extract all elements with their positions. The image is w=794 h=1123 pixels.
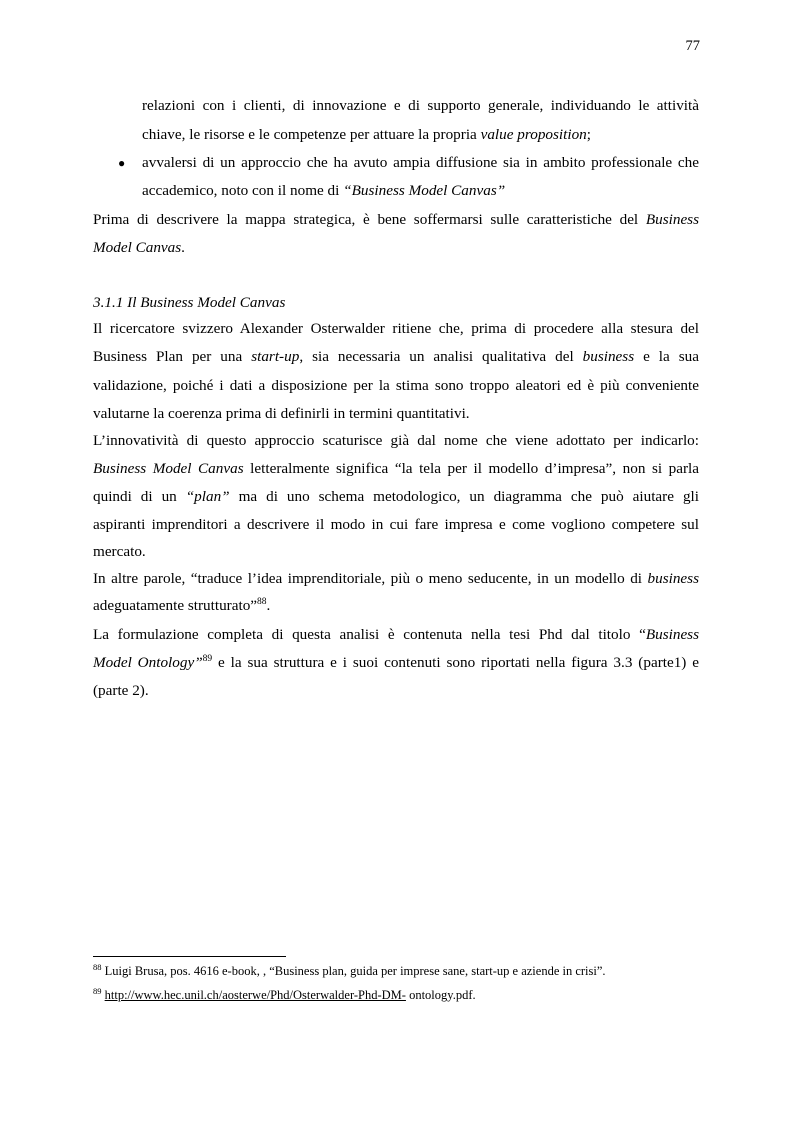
business-model-canvas-term: “Business Model Canvas” [343,182,506,199]
p1-line-3: validazione, poiché i dati a disposizione per la stima sono troppo aleatori ed è più conveniente [93,377,699,394]
p4-line-1: La formulazione completa di questa analisi è contenuta nella tesi Phd dal titolo “Business [93,626,699,643]
p4-line-3: (parte 2). [93,682,149,699]
p4-line-2: Model Ontology”$^{89}$ e la sua struttura e i suoi contenuti sono riportati nella figura 3.3 (parte1) e [93,654,699,671]
footnote-89: $^{89}$ http://www.hec.unil.ch/aosterwe/Phd/Osterwalder-Phd-DM- ontology.pdf. [93,986,476,1002]
intro-line-2: Model Canvas. [93,239,185,256]
p1-line-4: valutarne la coerenza prima di definirli in termini quantitativi. [93,405,470,422]
footnote-89-link[interactable]: http://www.hec.unil.ch/aosterwe/Phd/Osterwalder-Phd-DM- [104,988,406,1002]
intro-line-1: Prima di descrivere la mappa strategica, è bene soffermarsi sulle caratteristiche del Business [93,211,699,228]
footnote-divider [93,956,286,957]
p2-line-4: aspiranti imprenditori a descrivere il modo in cui fare impresa e come vogliono competere sul [93,516,699,533]
footnote-88: $^{88}$ Luigi Brusa, pos. 4616 e-book, , “Business plan, guida per imprese sane, start-up e aziende in crisi”. [93,962,606,978]
p2-line-3: quindi di un “plan” ma di uno schema metodologico, un diagramma che può aiutare gli [93,488,699,505]
footnote-ref-89[interactable]: 89 [202,654,213,664]
value-proposition-term: value proposition [480,126,587,143]
bullet-1-line-1: relazioni con i clienti, di innovazione e di supporto generale, individuando le attività [142,97,699,114]
footnote-ref-88[interactable]: 88 [257,597,267,607]
bullet-2-line-2: accademico, noto con il nome di “Business Model Canvas” [142,182,506,199]
p2-line-5: mercato. [93,543,146,560]
bullet-1-line-2: chiave, le risorse e le competenze per attuare la propria value proposition; [142,126,591,143]
p1-line-1: Il ricercatore svizzero Alexander Osterwalder ritiene che, prima di procedere alla stesura del [93,320,699,337]
p3-line-1: In altre parole, “traduce l’idea imprenditoriale, più o meno seducente, in un modello di business [93,570,699,587]
page-number: 77 [685,38,700,54]
p3-line-2: adeguatamente strutturato”$^{88}$. [93,597,271,614]
bullet-2-line-1: avvalersi di un approccio che ha avuto ampia diffusione sia in ambito professionale che [142,154,699,171]
section-heading: 3.1.1 Il Business Model Canvas [93,294,286,311]
bullet-dot: ● [118,156,126,170]
p2-line-1: L’innovatività di questo approccio scaturisce già dal nome che viene adottato per indicarlo: [93,432,699,449]
p1-line-2: Business Plan per una start-up, sia necessaria un analisi qualitativa del business e la sua [93,348,699,365]
p2-line-2: Business Model Canvas letteralmente significa “la tela per il modello d’impresa”, non si parla [93,460,699,477]
